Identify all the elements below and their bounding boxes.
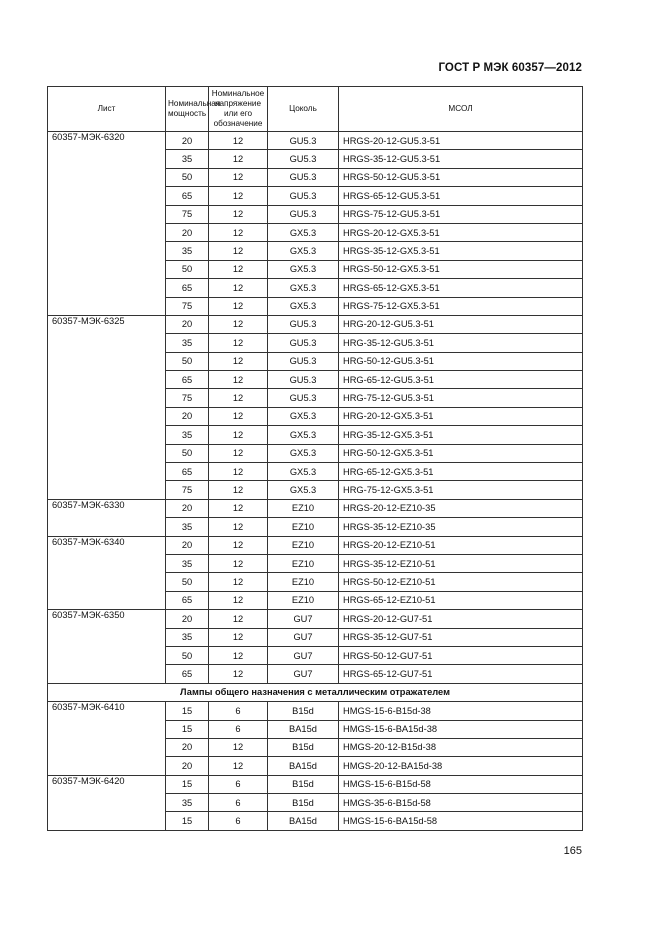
power-cell: 15 [166,720,209,738]
cap-cell: B15d [268,794,339,812]
voltage-cell: 12 [209,463,268,481]
table-body [48,132,583,831]
cap-cell: GU7 [268,628,339,646]
power-cell: 20 [166,536,209,554]
power-cell: 15 [166,812,209,830]
ilcos-cell: HRGS-35-12-EZ10-35 [339,518,583,536]
power-cell: 20 [166,407,209,425]
cap-cell: GU5.3 [268,334,339,352]
column-header-ilcos: МСОЛ [339,87,583,132]
voltage-cell: 12 [209,646,268,664]
power-cell: 20 [166,132,209,150]
ilcos-cell: HRG-65-12-GU5.3-51 [339,371,583,389]
voltage-cell: 12 [209,665,268,683]
voltage-cell: 12 [209,168,268,186]
voltage-cell: 12 [209,150,268,168]
power-cell: 20 [166,738,209,756]
sheet-cell: 60357-МЭК-6340 [48,536,166,610]
ilcos-cell: HRGS-65-12-EZ10-51 [339,591,583,609]
ilcos-cell: HRGS-20-12-GU7-51 [339,610,583,628]
voltage-cell: 12 [209,315,268,333]
voltage-cell: 12 [209,518,268,536]
cap-cell: EZ10 [268,573,339,591]
cap-cell: BA15d [268,757,339,775]
cap-cell: B15d [268,738,339,756]
power-cell: 65 [166,665,209,683]
ilcos-cell: HRG-50-12-GU5.3-51 [339,352,583,370]
power-cell: 35 [166,518,209,536]
ilcos-cell: HMGS-15-6-BA15d-38 [339,720,583,738]
ilcos-cell: HMGS-15-6-BA15d-58 [339,812,583,830]
cap-cell: GU5.3 [268,352,339,370]
ilcos-cell: HRGS-65-12-GU7-51 [339,665,583,683]
voltage-cell: 12 [209,334,268,352]
cap-cell: GX5.3 [268,444,339,462]
table-row [48,610,583,628]
voltage-cell: 12 [209,481,268,499]
ilcos-cell: HRG-75-12-GU5.3-51 [339,389,583,407]
column-header-sheet: Лист [48,87,166,132]
voltage-cell: 12 [209,132,268,150]
cap-cell: GX5.3 [268,463,339,481]
power-cell: 15 [166,702,209,720]
cap-cell: GU5.3 [268,205,339,223]
table-row [48,536,583,554]
cap-cell: GU7 [268,646,339,664]
voltage-cell: 12 [209,536,268,554]
cap-cell: GU5.3 [268,187,339,205]
voltage-cell: 12 [209,260,268,278]
power-cell: 20 [166,610,209,628]
cap-cell: EZ10 [268,536,339,554]
voltage-cell: 12 [209,242,268,260]
ilcos-cell: HRGS-35-12-EZ10-51 [339,554,583,572]
power-cell: 65 [166,591,209,609]
cap-cell: GU5.3 [268,371,339,389]
sheet-cell: 60357-МЭК-6325 [48,315,166,499]
column-header-cap: Цоколь [268,87,339,132]
ilcos-cell: HRG-65-12-GX5.3-51 [339,463,583,481]
ilcos-cell: HRGS-65-12-GX5.3-51 [339,279,583,297]
ilcos-cell: HRG-50-12-GX5.3-51 [339,444,583,462]
cap-cell: GU5.3 [268,132,339,150]
ilcos-cell: HRGS-50-12-GU5.3-51 [339,168,583,186]
ilcos-cell: HRGS-50-12-EZ10-51 [339,573,583,591]
ilcos-cell: HRGS-50-12-GU7-51 [339,646,583,664]
voltage-cell: 12 [209,757,268,775]
power-cell: 20 [166,223,209,241]
power-cell: 65 [166,187,209,205]
power-cell: 20 [166,315,209,333]
power-cell: 15 [166,775,209,793]
ilcos-cell: HRGS-20-12-GX5.3-51 [339,223,583,241]
power-cell: 75 [166,297,209,315]
power-cell: 75 [166,205,209,223]
ilcos-cell: HRG-20-12-GU5.3-51 [339,315,583,333]
ilcos-cell: HRG-20-12-GX5.3-51 [339,407,583,425]
cap-cell: EZ10 [268,499,339,517]
ilcos-cell: HMGS-15-6-B15d-58 [339,775,583,793]
ilcos-cell: HRG-35-12-GU5.3-51 [339,334,583,352]
power-cell: 75 [166,389,209,407]
voltage-cell: 12 [209,426,268,444]
cap-cell: GU5.3 [268,389,339,407]
cap-cell: EZ10 [268,554,339,572]
ilcos-cell: HMGS-20-12-BA15d-38 [339,757,583,775]
voltage-cell: 6 [209,794,268,812]
sheet-cell: 60357-МЭК-6410 [48,702,166,776]
voltage-cell: 12 [209,407,268,425]
column-header-voltage: Номинальное напряжение или его обозначение [209,87,268,132]
cap-cell: GX5.3 [268,481,339,499]
table-row [48,702,583,720]
cap-cell: GX5.3 [268,223,339,241]
cap-cell: BA15d [268,720,339,738]
voltage-cell: 12 [209,573,268,591]
cap-cell: GU5.3 [268,315,339,333]
page-number: 165 [563,845,582,857]
voltage-cell: 12 [209,738,268,756]
column-header-power: Номинальная мощность [166,87,209,132]
power-cell: 35 [166,150,209,168]
ilcos-cell: HRGS-65-12-GU5.3-51 [339,187,583,205]
power-cell: 20 [166,499,209,517]
voltage-cell: 12 [209,352,268,370]
ilcos-cell: HRGS-75-12-GX5.3-51 [339,297,583,315]
power-cell: 75 [166,481,209,499]
table-row [48,132,583,150]
section-title: Лампы общего назначения с металлическим отражателем [48,683,583,701]
voltage-cell: 12 [209,279,268,297]
voltage-cell: 6 [209,812,268,830]
cap-cell: GX5.3 [268,260,339,278]
cap-cell: GU5.3 [268,150,339,168]
voltage-cell: 12 [209,187,268,205]
power-cell: 50 [166,260,209,278]
document-title: ГОСТ Р МЭК 60357—2012 [438,62,582,74]
ilcos-cell: HMGS-15-6-B15d-38 [339,702,583,720]
voltage-cell: 12 [209,610,268,628]
ilcos-cell: HRG-75-12-GX5.3-51 [339,481,583,499]
sheet-cell: 60357-МЭК-6350 [48,610,166,684]
cap-cell: GX5.3 [268,279,339,297]
voltage-cell: 12 [209,444,268,462]
ilcos-cell: HRGS-20-12-EZ10-35 [339,499,583,517]
section-row [48,683,583,701]
cap-cell: GX5.3 [268,297,339,315]
voltage-cell: 12 [209,389,268,407]
cap-cell: GX5.3 [268,407,339,425]
cap-cell: B15d [268,702,339,720]
voltage-cell: 6 [209,720,268,738]
table-header-row [48,87,583,132]
power-cell: 35 [166,628,209,646]
ilcos-cell: HRGS-20-12-GU5.3-51 [339,132,583,150]
voltage-cell: 12 [209,371,268,389]
voltage-cell: 12 [209,554,268,572]
power-cell: 35 [166,334,209,352]
table-row [48,499,583,517]
power-cell: 50 [166,168,209,186]
sheet-cell: 60357-МЭК-6420 [48,775,166,830]
voltage-cell: 6 [209,702,268,720]
voltage-cell: 12 [209,223,268,241]
power-cell: 35 [166,554,209,572]
power-cell: 50 [166,444,209,462]
cap-cell: GU7 [268,610,339,628]
ilcos-cell: HMGS-35-6-B15d-58 [339,794,583,812]
voltage-cell: 12 [209,297,268,315]
cap-cell: GU5.3 [268,168,339,186]
ilcos-cell: HRGS-35-12-GU5.3-51 [339,150,583,168]
voltage-cell: 6 [209,775,268,793]
ilcos-cell: HRGS-50-12-GX5.3-51 [339,260,583,278]
voltage-cell: 12 [209,205,268,223]
voltage-cell: 12 [209,591,268,609]
power-cell: 50 [166,352,209,370]
cap-cell: GU7 [268,665,339,683]
ilcos-cell: HRGS-75-12-GU5.3-51 [339,205,583,223]
power-cell: 35 [166,794,209,812]
ilcos-cell: HRGS-35-12-GU7-51 [339,628,583,646]
power-cell: 65 [166,371,209,389]
ilcos-cell: HMGS-20-12-B15d-38 [339,738,583,756]
table-row [48,315,583,333]
power-cell: 50 [166,573,209,591]
power-cell: 65 [166,463,209,481]
sheet-cell: 60357-МЭК-6320 [48,132,166,316]
cap-cell: BA15d [268,812,339,830]
ilcos-cell: HRGS-35-12-GX5.3-51 [339,242,583,260]
power-cell: 20 [166,757,209,775]
table-row [48,775,583,793]
lamp-spec-table [47,86,583,831]
power-cell: 50 [166,646,209,664]
power-cell: 65 [166,279,209,297]
voltage-cell: 12 [209,628,268,646]
ilcos-cell: HRG-35-12-GX5.3-51 [339,426,583,444]
cap-cell: B15d [268,775,339,793]
cap-cell: GX5.3 [268,242,339,260]
ilcos-cell: HRGS-20-12-EZ10-51 [339,536,583,554]
voltage-cell: 12 [209,499,268,517]
sheet-cell: 60357-МЭК-6330 [48,499,166,536]
power-cell: 35 [166,242,209,260]
cap-cell: GX5.3 [268,426,339,444]
cap-cell: EZ10 [268,591,339,609]
power-cell: 35 [166,426,209,444]
cap-cell: EZ10 [268,518,339,536]
